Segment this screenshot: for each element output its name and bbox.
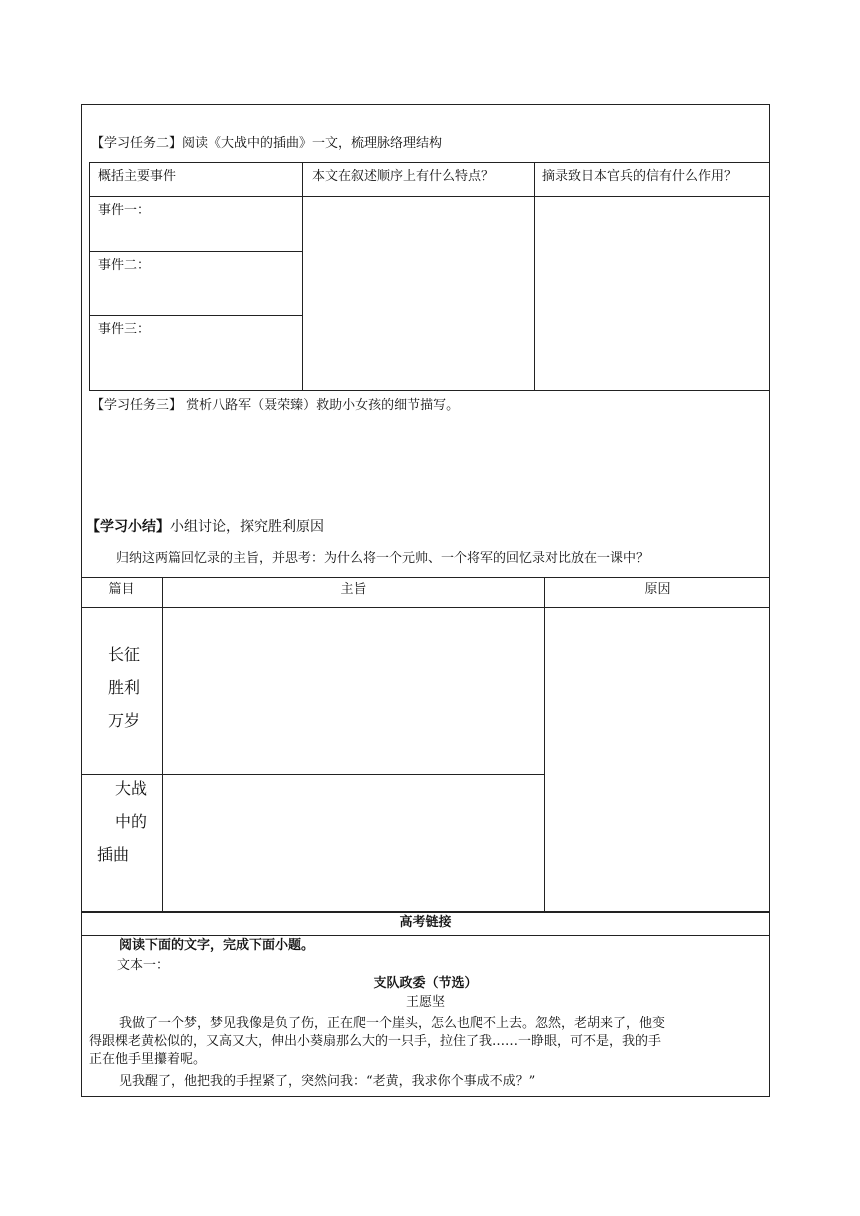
task2-col3-header: 摘录致日本官兵的信有什么作用？ <box>542 169 738 184</box>
gaokao-section-title: 高考链接 <box>399 915 452 930</box>
paragraph-1-line: 得跟棵老黄松似的，又高又大，伸出小葵扇那么大的一只手，拉住了我……一睁眼，可不是，我的手 <box>89 1034 662 1049</box>
gaokao-text-label: 文本一： <box>117 958 170 973</box>
paragraph-1-line: 我做了一个梦，梦见我像是负了伤，正在爬一个崖头，怎么也爬不上去。忽然，老胡来了，他变 <box>119 1016 666 1031</box>
article-author: 王愿坚 <box>405 995 445 1010</box>
article-paragraph-1 <box>89 1015 665 1069</box>
task2-event-divider-2 <box>89 315 303 316</box>
row1-title <box>108 638 140 737</box>
task2-col1-header: 概括主要事件 <box>98 169 177 184</box>
row2-title-line: 中的 <box>115 812 148 831</box>
task2-event1: 事件一： <box>98 203 151 218</box>
summary-prompt: 归纳这两篇回忆录的主旨，并思考：为什么将一个元帅、一个将军的回忆录对比放在一课中？ <box>116 551 650 566</box>
article-paragraph-2: 见我醒了，他把我的手捏紧了，突然问我：“老黄，我求你个事成不成？” <box>119 1074 536 1089</box>
summary-heading-text: 小组讨论，探究胜利原因 <box>170 519 324 535</box>
theme-header-title: 篇目 <box>108 582 135 597</box>
task3-heading: 【学习任务三】 赏析八路军（聂荣臻）救助小女孩的细节描写。 <box>91 398 460 413</box>
task2-col-divider-1 <box>302 162 303 391</box>
summary-heading-bracket: 【学习小结】 <box>86 519 170 535</box>
theme-header-reason: 原因 <box>644 582 671 597</box>
theme-col-divider-1 <box>162 577 163 912</box>
gaokao-title-divider <box>81 935 770 936</box>
theme-col-divider-2 <box>544 577 545 912</box>
task2-event3: 事件三： <box>98 322 151 337</box>
article-title: 支队政委（节选） <box>373 976 478 991</box>
gaokao-instruction: 阅读下面的文字，完成下面小题。 <box>119 938 315 953</box>
task2-heading: 【学习任务二】阅读《大战中的插曲》一文，梳理脉络理结构 <box>91 136 443 151</box>
task2-col-divider-2 <box>534 162 535 391</box>
row1-title-line: 长征 <box>108 645 141 664</box>
row1-title-line: 胜利 <box>108 678 141 697</box>
task2-event2: 事件二： <box>98 258 151 273</box>
task2-col2-header: 本文在叙述顺序上有什么特点？ <box>312 169 495 184</box>
summary-heading <box>86 518 324 536</box>
paragraph-1-line: 正在他手里攥着呢。 <box>89 1052 207 1067</box>
theme-row-divider <box>81 774 545 775</box>
theme-table <box>81 577 770 912</box>
row2-title-line: 插曲 <box>97 845 130 864</box>
row2-title <box>97 772 147 871</box>
theme-header-theme: 主旨 <box>340 582 367 597</box>
row1-title-line: 万岁 <box>108 711 141 730</box>
task2-event-divider-1 <box>89 251 303 252</box>
row2-title-line: 大战 <box>115 779 148 798</box>
